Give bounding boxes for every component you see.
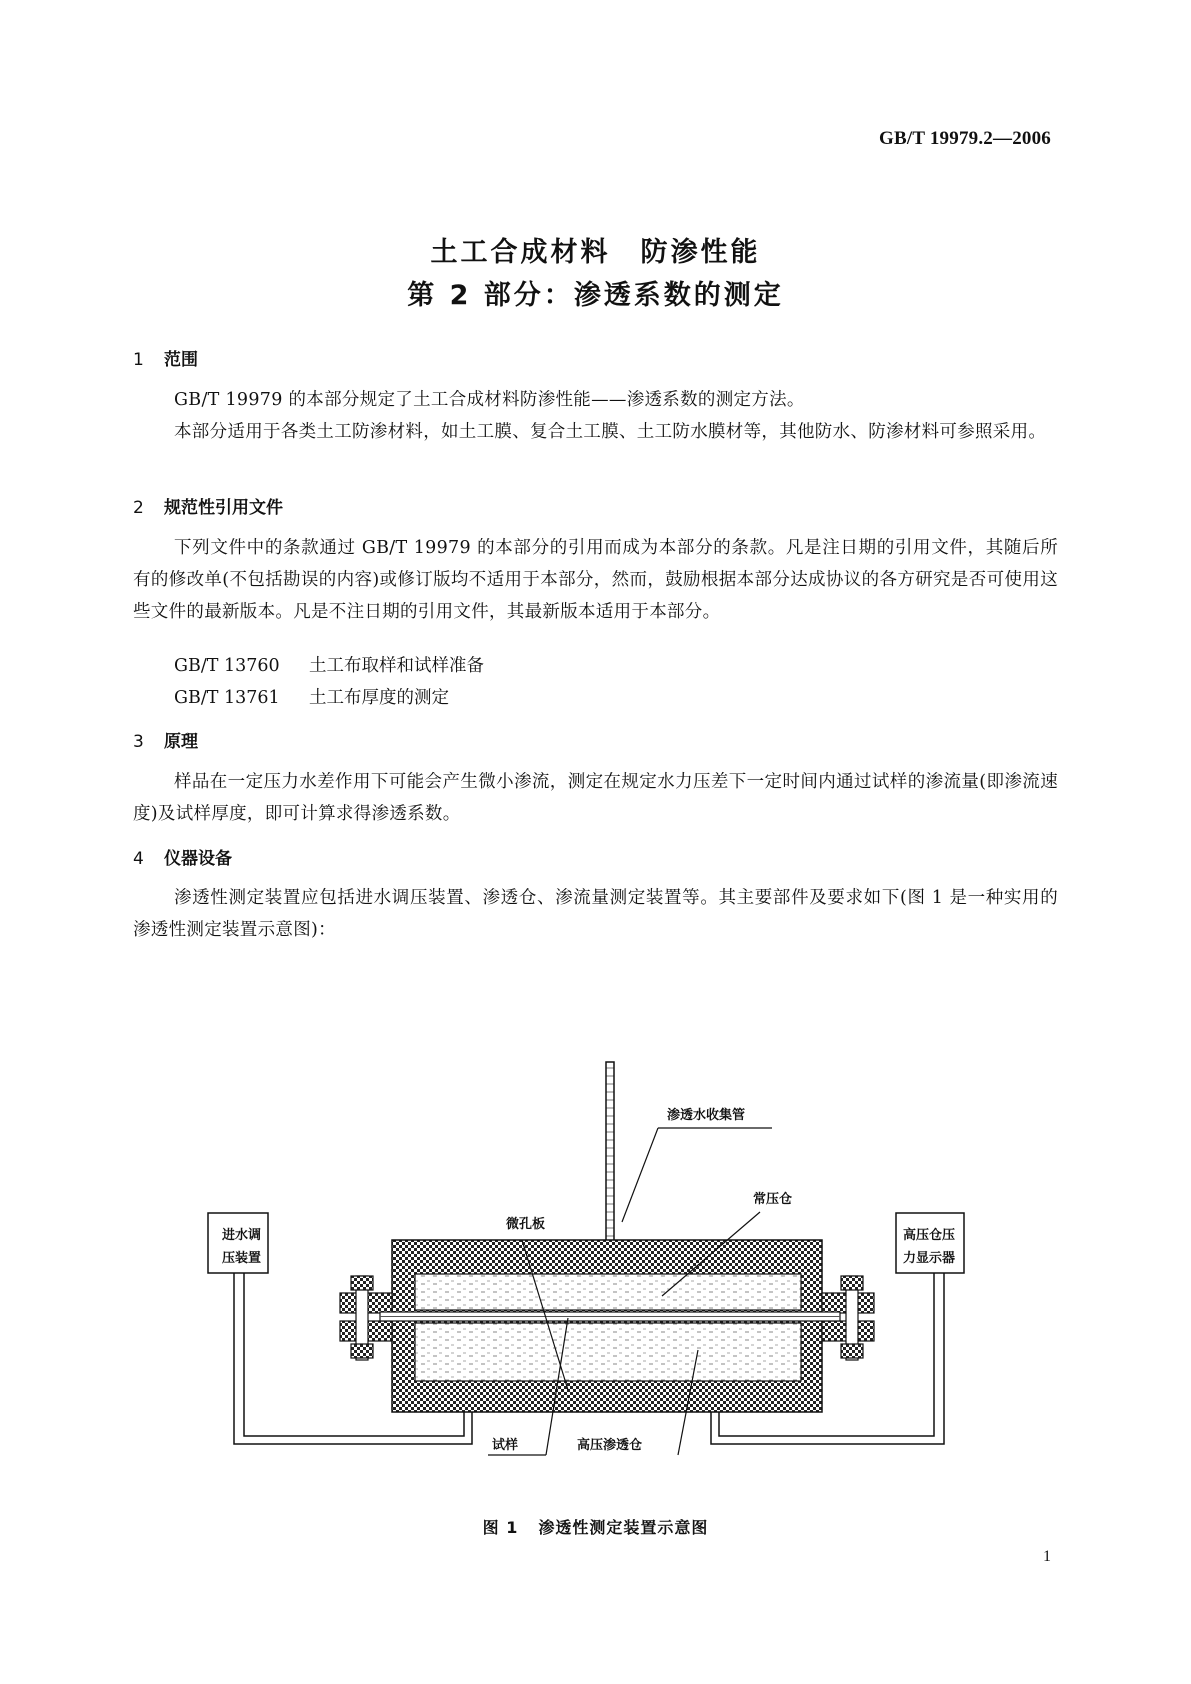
inlet-device-label-1: 进水调 — [222, 1228, 262, 1243]
section-title: 仪器设备 — [164, 849, 232, 869]
section-title: 范围 — [164, 350, 198, 370]
standard-code: GB/T 19979.2—2006 — [879, 128, 1051, 149]
reference-code: GB/T 13760 — [174, 656, 280, 676]
section-number: 2 — [133, 498, 144, 518]
paragraph: GB/T 19979 的本部分规定了土工合成材料防渗性能——渗透系数的测定方法。 — [174, 390, 805, 410]
paragraph: 下列文件中的条款通过 GB/T 19979 的本部分的引用而成为本部分的条款。凡是注日期的引用文件，其随后所有的修改单(不包括勘误的内容)或修订版均不适用于本部分，然而，鼓励根据本部分达成协议的各方研究是否可使用这些文件的最新版本。凡是不注日期的引用文件，其最新版本适用于本部分。 — [133, 538, 1058, 622]
document-subtitle: 第 2 部分：渗透系数的测定 — [407, 280, 784, 311]
collector-pipe — [606, 1062, 614, 1242]
high-chamber-label: 高压渗透仓 — [577, 1438, 643, 1453]
gauge-label-1: 高压仓压 — [903, 1228, 956, 1243]
normal-chamber-label: 常压仓 — [753, 1192, 793, 1207]
section-title: 规范性引用文件 — [164, 498, 283, 518]
collector-pipe-label: 渗透水收集管 — [667, 1108, 746, 1123]
high-pressure-chamber — [415, 1323, 801, 1381]
figure-caption — [0, 1515, 1191, 1538]
section-number: 1 — [133, 350, 144, 370]
figure-caption-text: 渗透性测定装置示意图 — [538, 1518, 709, 1537]
reference-title: 土工布厚度的测定 — [309, 688, 449, 708]
right-bolt — [841, 1276, 863, 1360]
document-title: 土工合成材料 防渗性能 — [430, 237, 761, 268]
section-title: 原理 — [164, 732, 198, 752]
microporous-plate-label: 微孔板 — [506, 1217, 546, 1232]
gauge-label-2: 力显示器 — [903, 1251, 956, 1266]
paragraph: 渗透性测定装置应包括进水调压装置、渗透仓、渗流量测定装置等。其主要部件及要求如下(图 1 是一种实用的渗透性测定装置示意图)： — [133, 888, 1058, 940]
normal-pressure-chamber — [415, 1274, 801, 1310]
reference-code: GB/T 13761 — [174, 688, 280, 708]
figure-number: 图 1 — [482, 1518, 519, 1537]
page-number: 1 — [1043, 1548, 1051, 1565]
section-number: 3 — [133, 732, 144, 752]
paragraph: 样品在一定压力水差作用下可能会产生微小渗流，测定在规定水力压差下一定时间内通过试样的渗流量(即渗流速度)及试样厚度，即可计算求得渗透系数。 — [133, 772, 1058, 824]
section-number: 4 — [133, 849, 144, 869]
inlet-device-label-2: 压装置 — [222, 1251, 262, 1266]
paragraph: 本部分适用于各类土工防渗材料，如土工膜、复合土工膜、土工防水膜材等，其他防水、防渗材料可参照采用。 — [174, 422, 1047, 442]
left-bolt — [351, 1276, 373, 1360]
reference-title: 土工布取样和试样准备 — [309, 656, 484, 676]
specimen-label: 试样 — [492, 1438, 519, 1453]
